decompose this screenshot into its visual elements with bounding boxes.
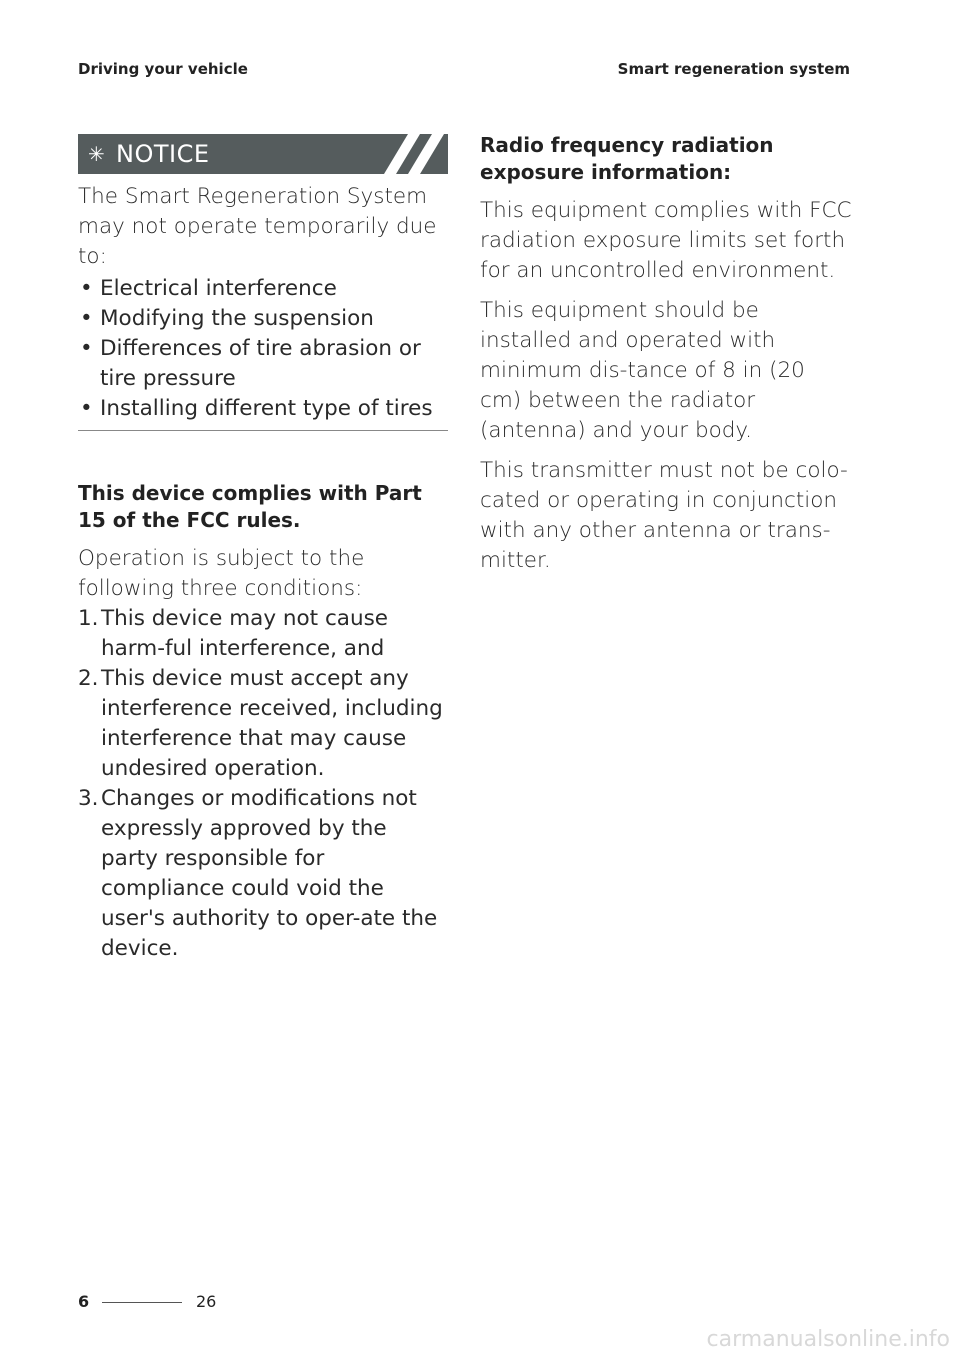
diagonal-stripes-icon [378,134,448,174]
running-header-left: Driving your vehicle [78,60,248,78]
radio-paragraph: This transmitter must not be colo-cated or operating in conjunction with any other antenna or trans-mitter. [480,458,848,573]
fcc-conditions-list [78,604,448,964]
bullet-icon: • [80,276,93,301]
bullet-icon: • [80,306,93,331]
list-item: • Modifying the suspension [78,304,448,334]
list-item: 2. This device must accept any interference received, including interference that may cause undesired operation. [78,666,443,781]
list-item: 1. This device may not cause harm-ful interference, and [78,606,388,661]
radio-paragraph: This equipment complies with FCC radiation exposure limits set forth for an uncontrolled environment. [480,198,852,283]
list-item: • Installing different type of tires [78,394,448,424]
list-item: • Electrical interference [78,274,448,304]
watermark: carmanualsonline.info [706,1327,950,1352]
notice-star-icon: ✳ [88,142,105,166]
notice-banner [78,134,448,174]
page-number: 26 [196,1292,217,1311]
fcc-intro: Operation is subject to the following three conditions: [78,546,365,601]
notice-list [78,274,448,424]
footer-rule [102,1302,182,1303]
list-item: 3. Changes or modifications not expressly approved by the party responsible for compliance could void the user's authority to oper-ate the device. [78,786,438,961]
section-divider [78,430,448,431]
radio-exposure-section [480,132,852,586]
bullet-icon: • [80,396,93,421]
bullet-icon: • [80,336,93,361]
notice-intro: The Smart Regeneration System may not operate temporarily due to: [78,184,437,269]
fcc-heading: This device complies with Part 15 of the FCC rules. [78,481,422,532]
chapter-number: 6 [78,1292,90,1311]
list-item: • Differences of tire abrasion or tire pressure [80,336,421,391]
radio-paragraph: This equipment should be installed and operated with minimum dis-tance of 8 in (20 cm) between the radiator (antenna) and your body. [480,298,805,443]
notice-body [78,182,448,424]
running-header-right: Smart regeneration system [617,60,850,78]
notice-title: NOTICE [116,140,210,168]
fcc-section [78,480,448,964]
radio-heading: Radio frequency radiation exposure information: [480,133,774,184]
